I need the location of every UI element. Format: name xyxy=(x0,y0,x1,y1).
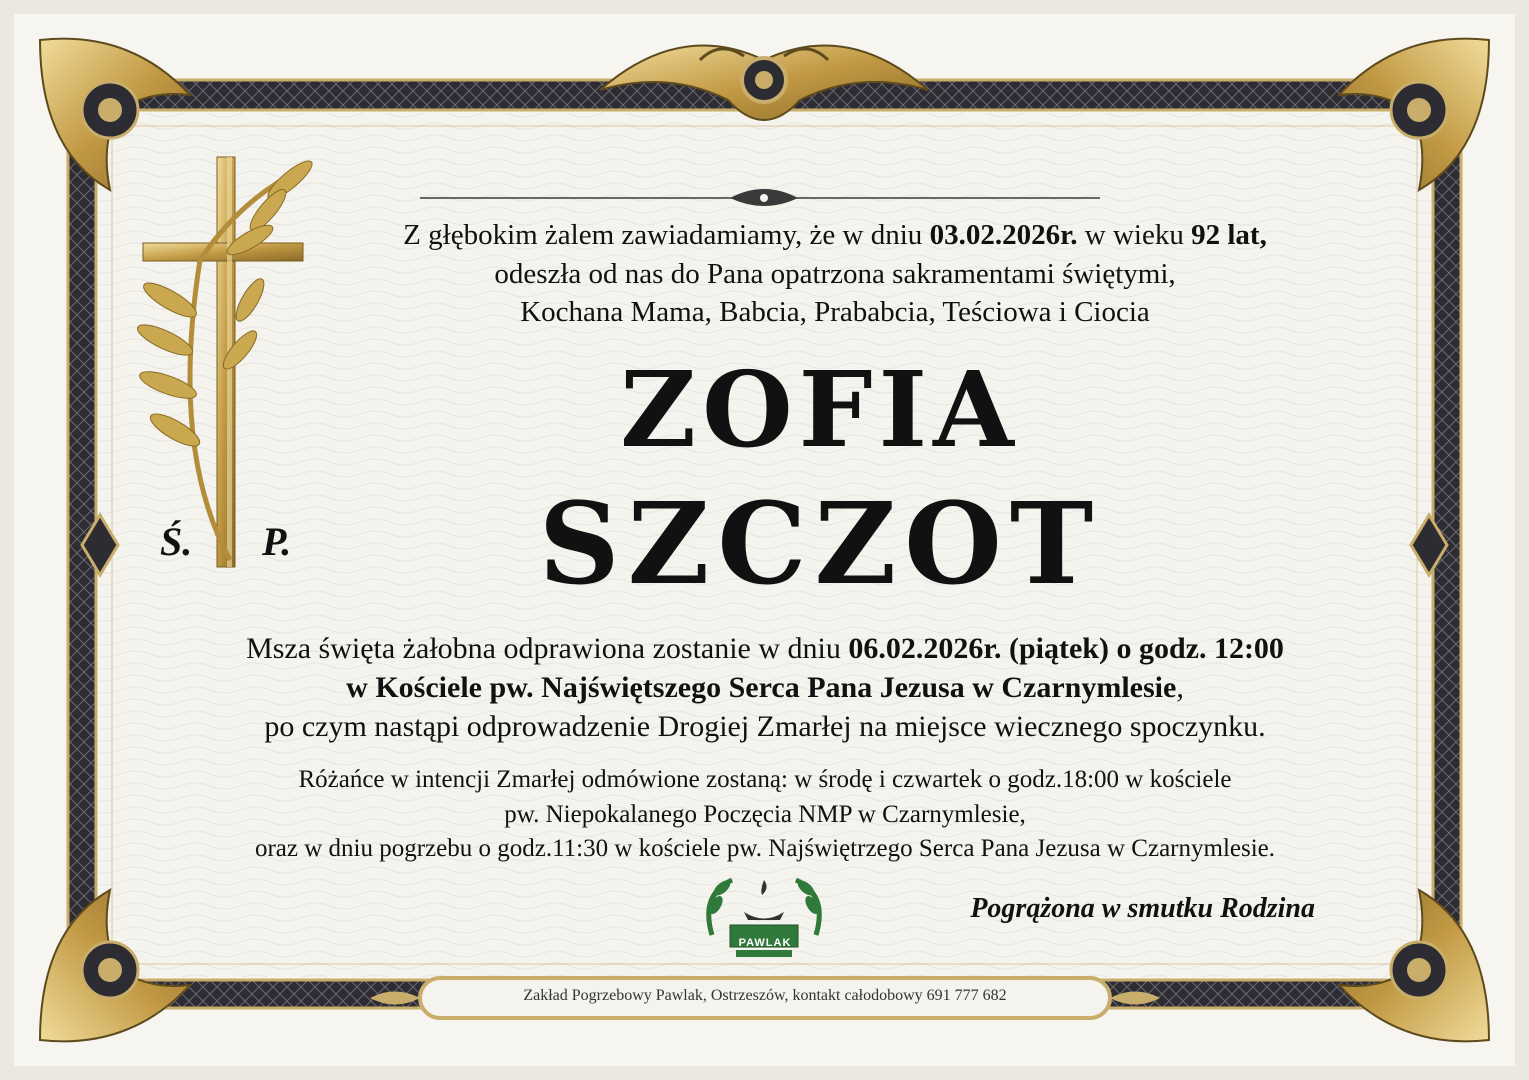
announcement-line-2: odeszła od nas do Pana opatrzona sakramentami świętymi, xyxy=(494,258,1176,290)
deceased-first-name: ZOFIA xyxy=(620,348,1020,471)
sp-right-text: P. xyxy=(262,519,292,564)
sp-left-text: Ś. xyxy=(160,519,193,564)
logo-text: PAWLAK xyxy=(738,937,792,949)
announcement-text: Z głębokim żalem zawiadamiamy, że w dniu xyxy=(403,219,930,251)
death-date: 03.02.2026r. xyxy=(929,219,1078,251)
announcement-line-1 xyxy=(280,215,1390,255)
mass-datetime: 06.02.2026r. (piątek) o godz. 12:00 xyxy=(848,632,1284,665)
age: 92 lat, xyxy=(1191,219,1267,251)
mass-text: Msza święta żałobna odprawiona zostanie w dniu xyxy=(246,632,849,665)
mass-line-1 xyxy=(160,630,1370,668)
deceased-last-name: SZCZOT xyxy=(538,479,1102,610)
rosary-line-3: oraz w dniu pogrzebu o godz.11:30 w kościele pw. Najświętrzego Serca Pana Jezusa w Czarnymlesie. xyxy=(254,835,1276,862)
rosary-line-1: Różańce w intencji Zmarłej odmówione zostaną: w środę i czwartek o godz.18:00 w kościele xyxy=(298,766,1232,793)
mass-line-2 xyxy=(160,669,1370,707)
rosary-line-2: pw. Niepokalanego Poczęcia NMP w Czarnymlesie, xyxy=(504,801,1026,828)
announcement-text: w wieku xyxy=(1077,219,1192,251)
mass-church: w Kościele pw. Najświętszego Serca Pana Jezusa w Czarnymlesie xyxy=(346,671,1177,704)
announcement-line-3: Kochana Mama, Babcia, Prababcia, Teściowa i Ciocia xyxy=(520,296,1150,328)
family-signature: Pogrążona w smutku Rodzina xyxy=(970,893,1315,924)
footer-contact: Zakład Pogrzebowy Pawlak, Ostrzeszów, kontakt całodobowy 691 777 682 xyxy=(523,987,1007,1004)
mass-text: , xyxy=(1176,671,1184,704)
mass-line-3: po czym nastąpi odprowadzenie Drogiej Zmarłej na miejsce wiecznego spoczynku. xyxy=(264,710,1266,743)
